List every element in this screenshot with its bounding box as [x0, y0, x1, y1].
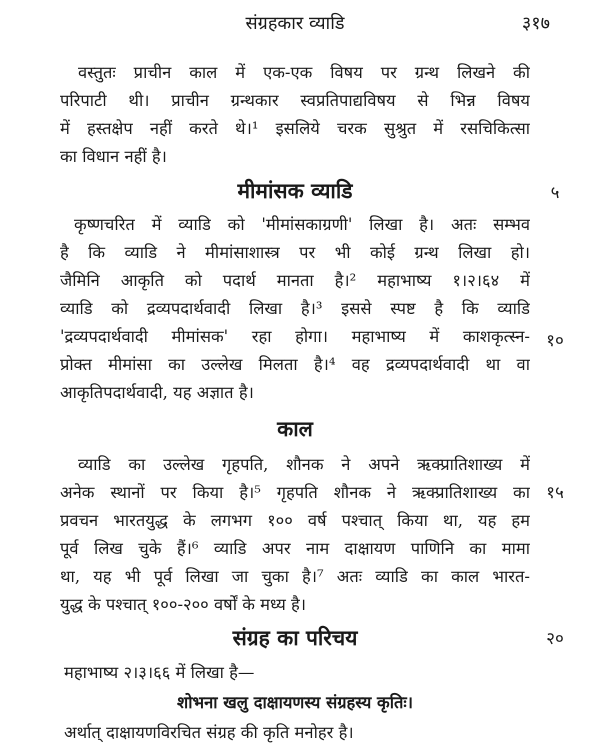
text-line: प्रोक्त मीमांसा का उल्लेख मिलता है।⁴ वह द्रव्यपदार्थवादी था वा	[60, 355, 530, 374]
text-line: वस्तुतः प्राचीन काल में एक-एक विषय पर ग्रन्थ लिखने की	[78, 63, 530, 82]
text-line: व्याडि को द्रव्यपदार्थवादी लिखा है।³ इससे स्पष्ट है कि व्याडि	[60, 299, 530, 318]
text-line: युद्ध के पश्चात् १००-२०० वर्षों के मध्य है।	[60, 595, 307, 614]
text-line: अर्थात् दाक्षायणविरचित संग्रह की कृति मनोहर है।	[64, 723, 354, 742]
text-line: था, यह भी पूर्व लिखा जा चुका है।⁷ अतः व्याडि का काल भारत-	[60, 567, 530, 586]
line-number: १५	[546, 483, 564, 503]
section-heading: संग्रह का परिचय	[232, 625, 358, 650]
line-number: १०	[546, 331, 564, 351]
line-number: २०	[546, 629, 564, 649]
line-number: ५	[550, 183, 560, 203]
text-line: का विधान नहीं है।	[60, 147, 167, 166]
text-line: जैमिनि आकृति को पदार्थ मानता है।² महाभाष्य १।२।६४ में	[60, 271, 530, 290]
text-line: पूर्व लिख चुके हैं।⁶ व्याडि अपर नाम दाक्षायण पाणिनि का मामा	[60, 539, 530, 558]
section-heading: काल	[277, 416, 313, 441]
text-line: व्याडि का उल्लेख गृहपति, शौनक ने अपने ऋक्प्रातिशाख्य में	[78, 455, 530, 474]
text-line: 'द्रव्यपदार्थवादी मीमांसक' रहा होगा। महाभाष्य में काशकृत्स्न-	[60, 327, 530, 346]
section-heading: मीमांसक व्याडि	[237, 178, 353, 203]
text-line: कृष्णचरित में व्याडि को 'मीमांसकाग्रणी' लिखा है। अतः सम्भव	[74, 215, 530, 234]
text-line: में हस्तक्षेप नहीं करते थे।¹ इसलिये चरक सुश्रुत में रसचिकित्सा	[60, 119, 530, 138]
text-line: है कि व्याडि ने मीमांसाशास्त्र पर भी कोई ग्रन्थ लिखा हो।	[60, 243, 530, 262]
text-line: अनेक स्थानों पर किया है।⁵ गृहपति शौनक ने ऋक्प्रातिशाख्य का	[60, 483, 530, 502]
sanskrit-quote: शोभना खलु दाक्षायणस्य संग्रहस्य कृतिः।	[177, 693, 413, 712]
running-header-title: संग्रहकार व्याडि	[245, 13, 345, 34]
text-line: आकृतिपदार्थवादी, यह अज्ञात है।	[60, 383, 254, 402]
text-line: प्रवचन भारतयुद्ध के लगभग १०० वर्ष पश्चात् किया था, यह हम	[60, 511, 530, 530]
text-line: परिपाटी थी। प्राचीन ग्रन्थकार स्वप्रतिपाद्यविषय से भिन्न विषय	[60, 91, 530, 110]
page-number: ३१७	[521, 13, 550, 34]
text-line: महाभाष्य २।३।६६ में लिखा है—	[64, 663, 255, 682]
